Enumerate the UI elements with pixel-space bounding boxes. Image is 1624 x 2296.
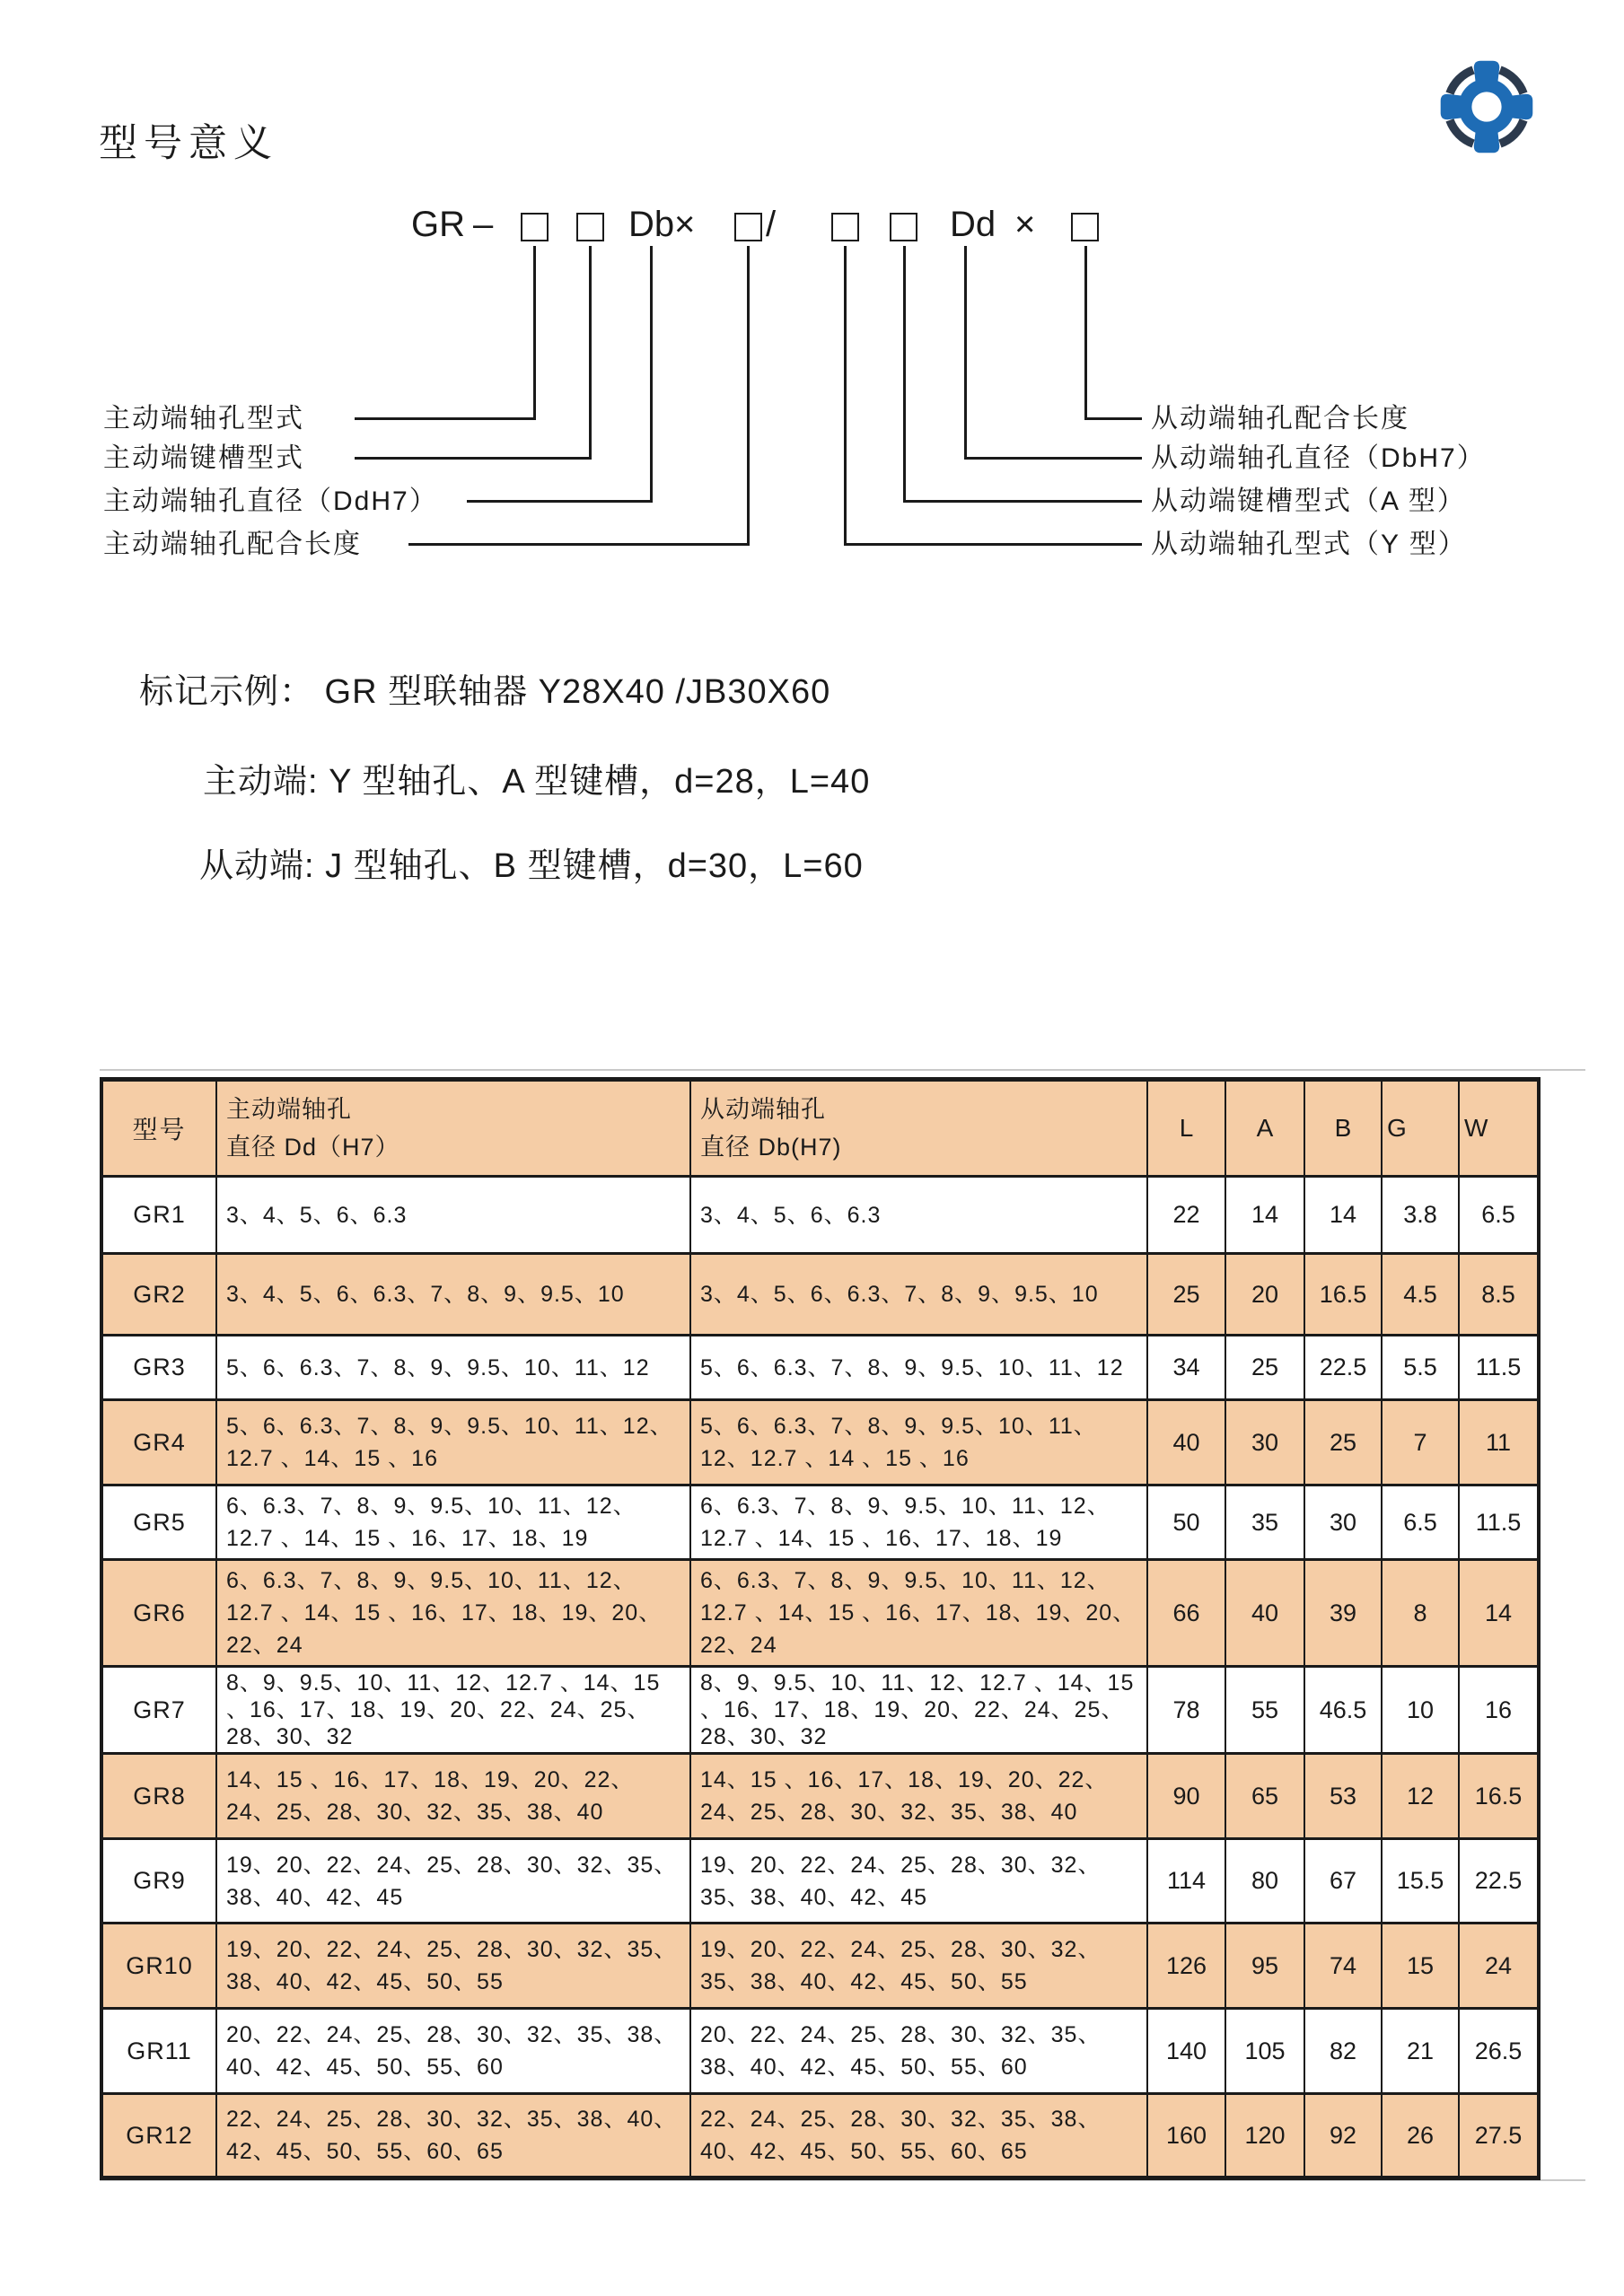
cell-active-bores: 20、22、24、25、28、30、32、35、38、40、42、45、50、55、60 xyxy=(216,2009,690,2094)
cell-G: 8 xyxy=(1382,1560,1459,1667)
cell-B: 16.5 xyxy=(1304,1254,1382,1336)
example-active-end: 主动端: Y 型轴孔、A 型键槽，d=28，L=40 xyxy=(203,763,871,801)
cell-A: 80 xyxy=(1225,1839,1304,1924)
cell-L: 140 xyxy=(1147,2009,1225,2094)
cell-L: 160 xyxy=(1147,2094,1225,2178)
table-row xyxy=(101,1667,1539,1754)
connector-line xyxy=(1085,417,1142,420)
header-active-bore-line2: 直径 Dd（H7） xyxy=(226,1134,400,1161)
cell-active-bores: 6、6.3、7、8、9、9.5、10、11、12、12.7 、14、15 、16、17、18、19、20、22、24 xyxy=(216,1560,690,1667)
placeholder-box-driven-length xyxy=(1071,213,1099,241)
cell-W: 11.5 xyxy=(1459,1336,1539,1400)
cell-model: GR10 xyxy=(101,1924,216,2009)
cell-W: 16 xyxy=(1459,1667,1539,1754)
cell-L: 40 xyxy=(1147,1400,1225,1485)
table-row xyxy=(101,1336,1539,1400)
cell-B: 74 xyxy=(1304,1924,1382,2009)
connector-line xyxy=(650,246,653,503)
connector-line xyxy=(1084,246,1087,420)
cell-A: 55 xyxy=(1225,1667,1304,1754)
cell-L: 126 xyxy=(1147,1924,1225,2009)
cell-model: GR12 xyxy=(101,2094,216,2178)
cell-A: 25 xyxy=(1225,1336,1304,1400)
cell-W: 22.5 xyxy=(1459,1839,1539,1924)
cell-L: 25 xyxy=(1147,1254,1225,1336)
cell-driven-bores: 5、6、6.3、7、8、9、9.5、10、11、12、12.7 、14 、15 、16 xyxy=(690,1400,1147,1485)
cell-W: 24 xyxy=(1459,1924,1539,2009)
cell-B: 14 xyxy=(1304,1177,1382,1254)
header-L: L xyxy=(1147,1080,1225,1177)
connector-line xyxy=(467,500,653,503)
table-row xyxy=(101,1560,1539,1667)
cell-model: GR11 xyxy=(101,2009,216,2094)
hairline-rule-top xyxy=(100,1069,1585,1071)
connector-line xyxy=(533,246,536,420)
table-row xyxy=(101,1400,1539,1485)
cell-L: 34 xyxy=(1147,1336,1225,1400)
connector-line xyxy=(846,543,1142,546)
header-active-bore xyxy=(216,1080,690,1177)
cell-G: 10 xyxy=(1382,1667,1459,1754)
cell-driven-bores: 3、4、5、6、6.3 xyxy=(690,1177,1147,1254)
cell-model: GR7 xyxy=(101,1667,216,1754)
header-active-bore-line1: 主动端轴孔 xyxy=(226,1096,352,1123)
formula-db: Db xyxy=(628,205,675,244)
formula-slash: / xyxy=(766,205,777,244)
header-W: W xyxy=(1459,1080,1539,1177)
cell-active-bores: 3、4、5、6、6.3 xyxy=(216,1177,690,1254)
header-A: A xyxy=(1225,1080,1304,1177)
connector-line xyxy=(964,246,967,460)
table-row xyxy=(101,1177,1539,1254)
table-row xyxy=(101,2094,1539,2178)
cell-model: GR4 xyxy=(101,1400,216,1485)
cell-driven-bores: 20、22、24、25、28、30、32、35、38、40、42、45、50、55、60 xyxy=(690,2009,1147,2094)
cell-driven-bores: 6、6.3、7、8、9、9.5、10、11、12、12.7 、14、15 、16、17、18、19、20、22、24 xyxy=(690,1560,1147,1667)
placeholder-box-driven-key-type xyxy=(890,213,917,241)
callout-active-bore-diameter: 主动端轴孔直径（DdH7） xyxy=(103,486,438,516)
cell-W: 26.5 xyxy=(1459,2009,1539,2094)
placeholder-box-driven-bore-type xyxy=(831,213,859,241)
callout-driven-fit-length: 从动端轴孔配合长度 xyxy=(1151,404,1409,434)
callout-driven-key-type: 从动端键槽型式（A 型） xyxy=(1151,486,1466,516)
cell-A: 30 xyxy=(1225,1400,1304,1485)
cell-model: GR8 xyxy=(101,1754,216,1839)
callout-active-bore-type: 主动端轴孔型式 xyxy=(103,404,304,434)
formula-times-2: × xyxy=(1014,205,1036,244)
connector-line xyxy=(408,543,750,546)
cell-B: 82 xyxy=(1304,2009,1382,2094)
table-header-row xyxy=(101,1080,1539,1177)
header-model: 型号 xyxy=(101,1080,216,1177)
cell-L: 78 xyxy=(1147,1667,1225,1754)
table-row xyxy=(101,2009,1539,2094)
cell-A: 35 xyxy=(1225,1485,1304,1560)
cell-L: 114 xyxy=(1147,1839,1225,1924)
cell-G: 15.5 xyxy=(1382,1839,1459,1924)
cell-G: 7 xyxy=(1382,1400,1459,1485)
cell-B: 67 xyxy=(1304,1839,1382,1924)
cell-L: 66 xyxy=(1147,1560,1225,1667)
placeholder-box-active-key-type xyxy=(576,213,604,241)
header-driven-bore xyxy=(690,1080,1147,1177)
example-driven-end: 从动端: J 型轴孔、B 型键槽，d=30，L=60 xyxy=(199,847,864,885)
cell-B: 25 xyxy=(1304,1400,1382,1485)
cell-G: 6.5 xyxy=(1382,1485,1459,1560)
cell-W: 14 xyxy=(1459,1560,1539,1667)
cell-B: 22.5 xyxy=(1304,1336,1382,1400)
cell-active-bores: 22、24、25、28、30、32、35、38、40、42、45、50、55、60、65 xyxy=(216,2094,690,2178)
cell-A: 14 xyxy=(1225,1177,1304,1254)
header-driven-bore-line1: 从动端轴孔 xyxy=(700,1096,826,1123)
cell-model: GR5 xyxy=(101,1485,216,1560)
cell-model: GR1 xyxy=(101,1177,216,1254)
cell-A: 105 xyxy=(1225,2009,1304,2094)
cell-active-bores: 6、6.3、7、8、9、9.5、10、11、12、12.7 、14、15 、16、17、18、19 xyxy=(216,1485,690,1560)
table-row xyxy=(101,1254,1539,1336)
cell-B: 46.5 xyxy=(1304,1667,1382,1754)
cell-model: GR3 xyxy=(101,1336,216,1400)
cell-driven-bores: 5、6、6.3、7、8、9、9.5、10、11、12 xyxy=(690,1336,1147,1400)
formula-prefix: GR xyxy=(411,205,465,244)
callout-driven-bore-type: 从动端轴孔型式（Y 型） xyxy=(1151,530,1467,559)
table-row xyxy=(101,1485,1539,1560)
cell-active-bores: 19、20、22、24、25、28、30、32、35、38、40、42、45、50、55 xyxy=(216,1924,690,2009)
cell-L: 90 xyxy=(1147,1754,1225,1839)
cell-A: 20 xyxy=(1225,1254,1304,1336)
placeholder-box-active-bore-type xyxy=(521,213,549,241)
spec-table xyxy=(100,1077,1537,2180)
cell-W: 6.5 xyxy=(1459,1177,1539,1254)
header-G: G xyxy=(1382,1080,1459,1177)
connector-line xyxy=(589,246,592,460)
cell-active-bores: 8、9、9.5、10、11、12、12.7 、14、15 、16、17、18、19、20、22、24、25、28、30、32 xyxy=(216,1667,690,1754)
cell-G: 12 xyxy=(1382,1754,1459,1839)
cell-driven-bores: 8、9、9.5、10、11、12、12.7 、14、15 、16、17、18、19、20、22、24、25、28、30、32 xyxy=(690,1667,1147,1754)
callout-active-fit-length: 主动端轴孔配合长度 xyxy=(103,530,362,559)
cell-L: 22 xyxy=(1147,1177,1225,1254)
cell-driven-bores: 3、4、5、6、6.3、7、8、9、9.5、10 xyxy=(690,1254,1147,1336)
cell-A: 95 xyxy=(1225,1924,1304,2009)
placeholder-box-active-length xyxy=(734,213,762,241)
cell-driven-bores: 19、20、22、24、25、28、30、32、35、38、40、42、45 xyxy=(690,1839,1147,1924)
connector-line xyxy=(903,246,906,503)
table-row xyxy=(101,1839,1539,1924)
cell-G: 4.5 xyxy=(1382,1254,1459,1336)
formula-times-1: × xyxy=(674,205,696,244)
formula-dash: – xyxy=(473,205,494,244)
cell-model: GR2 xyxy=(101,1254,216,1336)
cell-model: GR6 xyxy=(101,1560,216,1667)
formula-dd: Dd xyxy=(950,205,996,244)
coupling-logo-icon xyxy=(1435,56,1538,158)
cell-A: 120 xyxy=(1225,2094,1304,2178)
cell-driven-bores: 19、20、22、24、25、28、30、32、35、38、40、42、45、50、55 xyxy=(690,1924,1147,2009)
cell-active-bores: 5、6、6.3、7、8、9、9.5、10、11、12、12.7 、14、15 、16 xyxy=(216,1400,690,1485)
connector-line xyxy=(844,246,847,546)
connector-line xyxy=(904,500,1142,503)
cell-B: 39 xyxy=(1304,1560,1382,1667)
cell-L: 50 xyxy=(1147,1485,1225,1560)
table-row xyxy=(101,1924,1539,2009)
cell-driven-bores: 22、24、25、28、30、32、35、38、40、42、45、50、55、60、65 xyxy=(690,2094,1147,2178)
cell-active-bores: 3、4、5、6、6.3、7、8、9、9.5、10 xyxy=(216,1254,690,1336)
cell-A: 40 xyxy=(1225,1560,1304,1667)
callout-active-key-type: 主动端键槽型式 xyxy=(103,443,304,473)
header-B: B xyxy=(1304,1080,1382,1177)
cell-W: 16.5 xyxy=(1459,1754,1539,1839)
cell-A: 65 xyxy=(1225,1754,1304,1839)
cell-G: 21 xyxy=(1382,2009,1459,2094)
cell-W: 11.5 xyxy=(1459,1485,1539,1560)
example-designation: 标记示例： GR 型联轴器 Y28X40 /JB30X60 xyxy=(139,673,831,711)
cell-B: 92 xyxy=(1304,2094,1382,2178)
connector-line xyxy=(747,246,750,546)
cell-active-bores: 19、20、22、24、25、28、30、32、35、38、40、42、45 xyxy=(216,1839,690,1924)
cell-W: 8.5 xyxy=(1459,1254,1539,1336)
cell-B: 30 xyxy=(1304,1485,1382,1560)
connector-line xyxy=(965,457,1142,460)
cell-driven-bores: 6、6.3、7、8、9、9.5、10、11、12、12.7 、14、15 、16、17、18、19 xyxy=(690,1485,1147,1560)
cell-G: 15 xyxy=(1382,1924,1459,2009)
cell-model: GR9 xyxy=(101,1839,216,1924)
cell-G: 3.8 xyxy=(1382,1177,1459,1254)
connector-line xyxy=(355,457,592,460)
cell-B: 53 xyxy=(1304,1754,1382,1839)
callout-driven-bore-diameter: 从动端轴孔直径（DbH7） xyxy=(1151,443,1486,473)
cell-W: 27.5 xyxy=(1459,2094,1539,2178)
cell-active-bores: 5、6、6.3、7、8、9、9.5、10、11、12 xyxy=(216,1336,690,1400)
cell-G: 5.5 xyxy=(1382,1336,1459,1400)
cell-G: 26 xyxy=(1382,2094,1459,2178)
table-row xyxy=(101,1754,1539,1839)
cell-driven-bores: 14、15 、16、17、18、19、20、22、24、25、28、30、32、35、38、40 xyxy=(690,1754,1147,1839)
connector-line xyxy=(355,417,536,420)
header-driven-bore-line2: 直径 Db(H7) xyxy=(700,1134,842,1161)
cell-W: 11 xyxy=(1459,1400,1539,1485)
page-title: 型号意义 xyxy=(99,122,278,165)
cell-active-bores: 14、15 、16、17、18、19、20、22、24、25、28、30、32、35、38、40 xyxy=(216,1754,690,1839)
